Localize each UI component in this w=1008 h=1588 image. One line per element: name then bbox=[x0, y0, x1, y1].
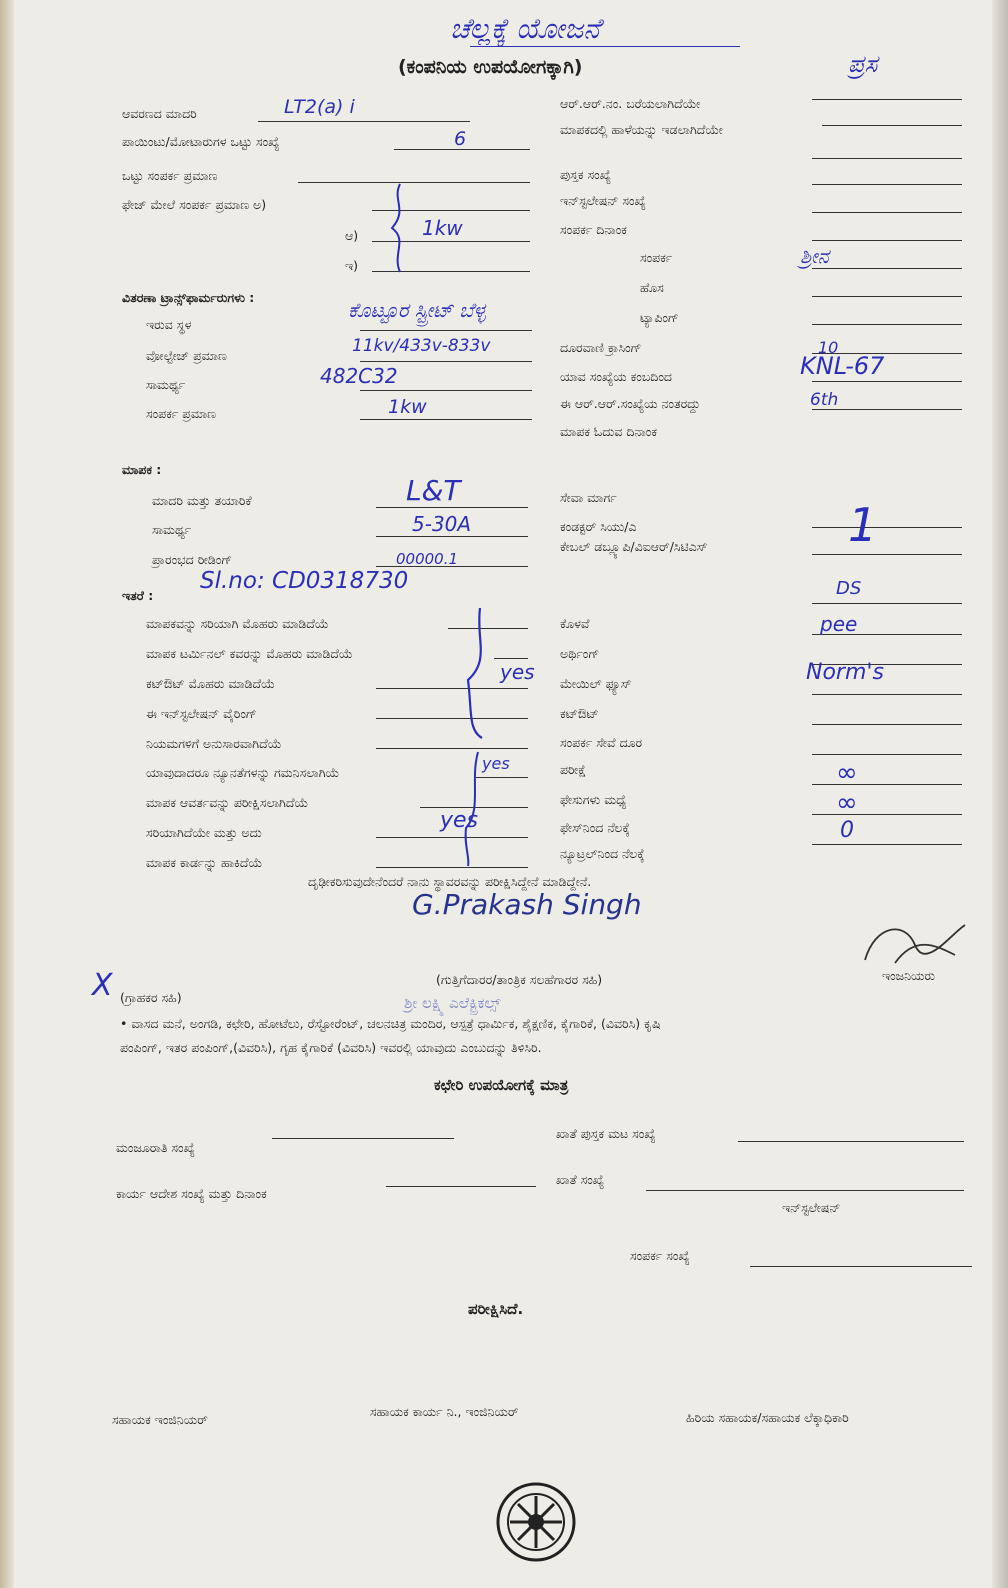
meter-serial-value: Sl.no: CD0318730 bbox=[200, 568, 409, 594]
right-check-item: ಪರೀಕ್ಷೆ bbox=[560, 762, 587, 777]
voltage-value: 11kv/433v-833v bbox=[352, 336, 491, 356]
voltage-label: ವೋಲ್ಟೇಜ್ ಪ್ರಮಾಣ bbox=[146, 348, 227, 363]
premises-model-label: ಆವರಣದ ಮಾದರಿ bbox=[122, 106, 197, 121]
right-check-value: pee bbox=[820, 612, 858, 636]
conductor-label: ಕಂಡಕ್ಟರ್ ಸಿಯು/ಎ bbox=[560, 519, 637, 534]
motors-count-label: ಪಾಯಿಂಟು/ಮೋಟಾರುಗಳ ಒಟ್ಟು ಸಂಖ್ಯೆ bbox=[122, 134, 280, 149]
contractor-stamp: ಶ್ರೀ ಲಕ್ಷ್ಮಿ ಎಲೆಕ್ಟ್ರಿಕಲ್ಸ್ bbox=[404, 994, 501, 1012]
book-no-label: ಪುಸ್ತಕ ಸಂಖ್ಯೆ bbox=[560, 167, 611, 182]
installation-no-label: ಇನ್‌ಸ್ಟಲೇಷನ್ ಸಂಖ್ಯೆ bbox=[560, 193, 646, 208]
capacity-value: 482C32 bbox=[320, 364, 398, 388]
connected-load-value: 1kw bbox=[388, 396, 427, 418]
meter-model-label: ಮಾದರಿ ಮತ್ತು ತಯಾರಿಕೆ bbox=[152, 493, 252, 508]
check-item: ಈ ಇನ್‌ಸ್ಟಲೇಷನ್ ವೈರಿಂಗ್ bbox=[146, 706, 257, 721]
office-use-heading: ಕಛೇರಿ ಉಪಯೋಗಕ್ಕೆ ಮಾತ್ರ bbox=[434, 1076, 569, 1094]
connection-value: ಶ್ರೀನ bbox=[800, 244, 829, 268]
right-check-item: ಫೇಸುಗಳು ಮಧ್ಯೆ bbox=[560, 792, 627, 807]
location-value: ಕೊಟ್ಟೂರ ಸ್ಟ್ರೀಟ್ ಬೆಳ್ಳ bbox=[348, 298, 486, 322]
ledger-page-label: ಖಾತೆ ಪುಸ್ತಕ ಮಟ ಸಂಖ್ಯೆ bbox=[556, 1126, 656, 1141]
premises-type-note: • ವಾಸದ ಮನೆ, ಅಂಗಡಿ, ಕಛೇರಿ, ಹೋಟೆಲು, ರೆಸ್ಟೋರೆಂಟ್, ಚಲನಚಿತ್ರ ಮಂದಿರ, ಆಸ್ಪತ್ರೆ ಧಾರ್ಮಿಕ, ಶೈಕ್ಷಣಿಕ, ಕೈಗಾರಿಕೆ, (ವಿವರಿಸಿ) ಕೃಷಿ bbox=[120, 1016, 661, 1031]
rr-label: ಆರ್.ಆರ್.ನಂ. ಬರೆಯಲಾಗಿದೆಯೇ bbox=[560, 96, 701, 111]
installation-label: ಇನ್‌ಸ್ಟಲೇಷನ್ bbox=[782, 1200, 841, 1215]
handwritten-title: ಚೆಲ್ಲಕ್ಕೆ ಯೋಜನೆ bbox=[450, 12, 601, 45]
meter-capacity-label: ಸಾಮರ್ಥ್ಯ bbox=[152, 522, 192, 537]
location-label: ಇರುವ ಸ್ಥಳ bbox=[146, 317, 192, 332]
pole-value: KNL-67 bbox=[800, 352, 885, 380]
defects-remark: yes bbox=[482, 754, 510, 773]
phase-c-label: ಇ) bbox=[345, 258, 359, 273]
aee-label: ಸಹಾಯಕ ಕಾರ್ಯ ನಿ., ಇಂಜಿನಿಯರ್ bbox=[370, 1404, 519, 1419]
right-check-item: ಅರ್ಥಿಂಗ್ bbox=[560, 646, 600, 661]
right-check-value: 0 bbox=[840, 818, 854, 843]
total-load-label: ಒಟ್ಟು ಸಂಪರ್ಕ ಪ್ರಮಾಣ bbox=[122, 168, 218, 183]
check-item: ಮಾಪಕವನ್ನು ಸರಿಯಾಗಿ ಮೊಹರು ಮಾಡಿದೆಯೆ bbox=[146, 616, 329, 631]
phase-load-value: 1kw bbox=[422, 216, 463, 240]
top-right-initial: ಪ್ರಸ bbox=[848, 50, 878, 78]
pole-label: ಯಾವ ಸಂಖ್ಯೆಯ ಕಂಬದಿಂದ bbox=[560, 369, 672, 384]
check-item: ಮಾಪಕ ಟರ್ಮಿನಲ್ ಕವರನ್ನು ಮೊಹರು ಮಾಡಿದೆಯೆ bbox=[146, 646, 353, 661]
connection-label: ಸಂಪರ್ಕ bbox=[640, 250, 673, 265]
motors-count-value: 6 bbox=[454, 128, 467, 150]
check-item: ಸರಿಯಾಗಿದೆಯೇ ಮತ್ತು ಅದು bbox=[146, 825, 262, 840]
right-check-value: ∞ bbox=[836, 788, 858, 818]
other-label: ಇತರೆ : bbox=[122, 588, 154, 603]
service-line-label: ಸೇವಾ ಮಾರ್ಗ bbox=[560, 490, 617, 505]
after-rr-value: 6th bbox=[810, 390, 839, 410]
right-check-value: DS bbox=[836, 578, 862, 599]
verified-label: ಪರೀಕ್ಷಿಸಿದೆ. bbox=[468, 1300, 524, 1318]
sanction-no-label: ಮಂಜೂರಾತಿ ಸಂಖ್ಯೆ bbox=[116, 1140, 195, 1155]
right-check-value: Norm's bbox=[806, 660, 884, 685]
right-check-item: ಫೇಸ್‌ನಿಂದ ನೆಲಕ್ಕೆ bbox=[560, 820, 630, 835]
tapping-label: ಟ್ಯಾಪಿಂಗ್ bbox=[640, 310, 679, 325]
meter-heading: ಮಾಪಕ : bbox=[122, 462, 162, 477]
phone-crossing-label: ದೂರವಾಣಿ ಕ್ರಾಸಿಂಗ್ bbox=[560, 340, 642, 355]
phase-b-label: ಆ) bbox=[345, 228, 359, 243]
right-check-item: ನ್ಯೂಟ್ರಲ್‌ನಿಂದ ನೆಲಕ್ಕೆ bbox=[560, 846, 645, 861]
check-item: ಕಟ್‌ಔಟ್ ಮೊಹರು ಮಾಡಿದೆಯೆ bbox=[146, 676, 275, 691]
initial-reading-value: 00000.1 bbox=[396, 550, 459, 568]
right-check-item: ಕಟ್‌ಔಟ್ bbox=[560, 706, 599, 721]
check-item: ಮಾಪಕ ಕಾರ್ಡನ್ನು ಹಾಕಿದೆಯೆ bbox=[146, 855, 263, 870]
premises-type-note-2: ಪಂಪಿಂಗ್, ಇತರ ಪಂಪಿಂಗ್,(ವಿವರಿಸಿ), ಗೃಹ ಕೈಗಾರಿಕೆ (ವಿವರಿಸಿ) ಇವರಲ್ಲಿ ಯಾವುದು ಎಂಬುದನ್ನು ತಿಳಿಸಿರಿ. bbox=[120, 1040, 542, 1055]
meter-capacity-value: 5-30A bbox=[412, 512, 472, 536]
check-item: ಮಾಪಕ ಆವರ್ತವನ್ನು ಪರೀಕ್ಷಿಸಲಾಗಿದೆಯೆ bbox=[146, 795, 309, 810]
work-order-label: ಕಾರ್ಯ ಆದೇಶ ಸಂಖ್ಯೆ ಮತ್ತು ದಿನಾಂಕ bbox=[116, 1186, 267, 1201]
assistant-engineer-label: ಸಹಾಯಕ ಇಂಜಿನಿಯರ್ bbox=[112, 1412, 208, 1427]
right-check-item: ಸಂಪರ್ಕ ಸೇವೆ ದೂರ bbox=[560, 735, 643, 750]
customer-x-mark: X bbox=[92, 968, 113, 1003]
meter-model-value: L&T bbox=[406, 474, 461, 507]
checks-brace-mark bbox=[420, 600, 540, 870]
cable-label: ಕೇಬಲ್ ಡಬ್ಲ್ಯೂಪಿ/ವಿಐಆರ್/ಸಿಟಿಎಸ್ bbox=[560, 539, 708, 554]
company-emblem-icon bbox=[494, 1480, 578, 1564]
read-date-label: ಮಾಪಕ ಓದುವ ದಿನಾಂಕ bbox=[560, 424, 657, 439]
meter-rotation-remark: yes bbox=[440, 808, 479, 833]
phase-load-label: ಫೇಜ್ ಮೇಲೆ ಸಂಪರ್ಕ ಪ್ರಮಾಣ ಅ) bbox=[122, 197, 267, 212]
after-rr-label: ಈ ಆರ್.ಆರ್.ಸಂಖ್ಯೆಯ ನಂತರದ್ದು bbox=[560, 396, 701, 411]
new-label: ಹೊಸ bbox=[640, 280, 664, 295]
form-subtitle: (ಕಂಪನಿಯ ಉಪಯೋಗಕ್ಕಾಗಿ) bbox=[398, 56, 583, 78]
conn-date-label: ಸಂಪರ್ಕ ದಿನಾಂಕ bbox=[560, 222, 627, 237]
capacity-label: ಸಾಮರ್ಥ್ಯ bbox=[146, 377, 186, 392]
phase-brace-mark bbox=[378, 180, 418, 276]
title-underline bbox=[470, 46, 740, 47]
right-check-item: ಮೇಯಿಲ್ ಫ್ಯೂಸ್ bbox=[560, 676, 632, 691]
connected-load-label: ಸಂಪರ್ಕ ಪ್ರಮಾಣ bbox=[146, 406, 216, 421]
accounts-officer-label: ಹಿರಿಯ ಸಹಾಯಕ/ಸಹಾಯಕ ಲೆಕ್ಕಾಧಿಕಾರಿ bbox=[686, 1410, 849, 1425]
premises-model-value: LT2(a) i bbox=[284, 96, 355, 118]
meter-box-label: ಮಾಪಕದಲ್ಲಿ ಹಾಳೆಯನ್ನು ಇಡಲಾಗಿದೆಯೇ bbox=[560, 122, 723, 137]
contractor-signature: G.Prakash Singh bbox=[412, 888, 642, 921]
initial-reading-label: ಪ್ರಾರಂಭದ ರೀಡಿಂಗ್ bbox=[152, 552, 233, 567]
customer-sign-label: (ಗ್ರಾಹಕರ ಸಹಿ) bbox=[120, 990, 182, 1005]
phone-crossing-value: 10 bbox=[818, 338, 839, 357]
account-no-label: ಖಾತೆ ಸಂಖ್ಯೆ bbox=[556, 1172, 605, 1187]
connection-no-label: ಸಂಪರ್ಕ ಸಂಖ್ಯೆ bbox=[630, 1248, 690, 1263]
transformers-heading: ವಿತರಣಾ ಟ್ರಾನ್ಸ್‌ಫಾರ್ಮರುಗಳು : bbox=[122, 290, 255, 305]
cable-value: 1 bbox=[848, 498, 878, 552]
check-item: ಯಾವುದಾದರೂ ನ್ಯೂನತೆಗಳನ್ನು ಗಮನಿಸಲಾಗಿಯೆ bbox=[146, 765, 340, 780]
yes-mark: yes bbox=[500, 660, 535, 684]
right-check-value: ∞ bbox=[836, 758, 858, 788]
right-check-item: ಕೊಳವೆ bbox=[560, 616, 590, 631]
check-item: ನಿಯಮಗಳಿಗೆ ಅನುಸಾರವಾಗಿದೆಯೆ bbox=[146, 736, 282, 751]
contractor-sign-label: (ಗುತ್ತಿಗೆದಾರರ/ತಾಂತ್ರಿಕ ಸಲಹೆಗಾರರ ಸಹಿ) bbox=[436, 972, 603, 987]
engineer-label: ಇಂಜನಿಯರು bbox=[882, 968, 935, 983]
declaration-text: ದೃಢೀಕರಿಸುವುದೇನೆಂದರೆ ನಾನು ಸ್ಥಾವರವನ್ನು ಪರೀಕ್ಷಿಸಿದ್ದೇನೆ ಮಾಡಿದ್ದೇನೆ. bbox=[308, 874, 592, 889]
